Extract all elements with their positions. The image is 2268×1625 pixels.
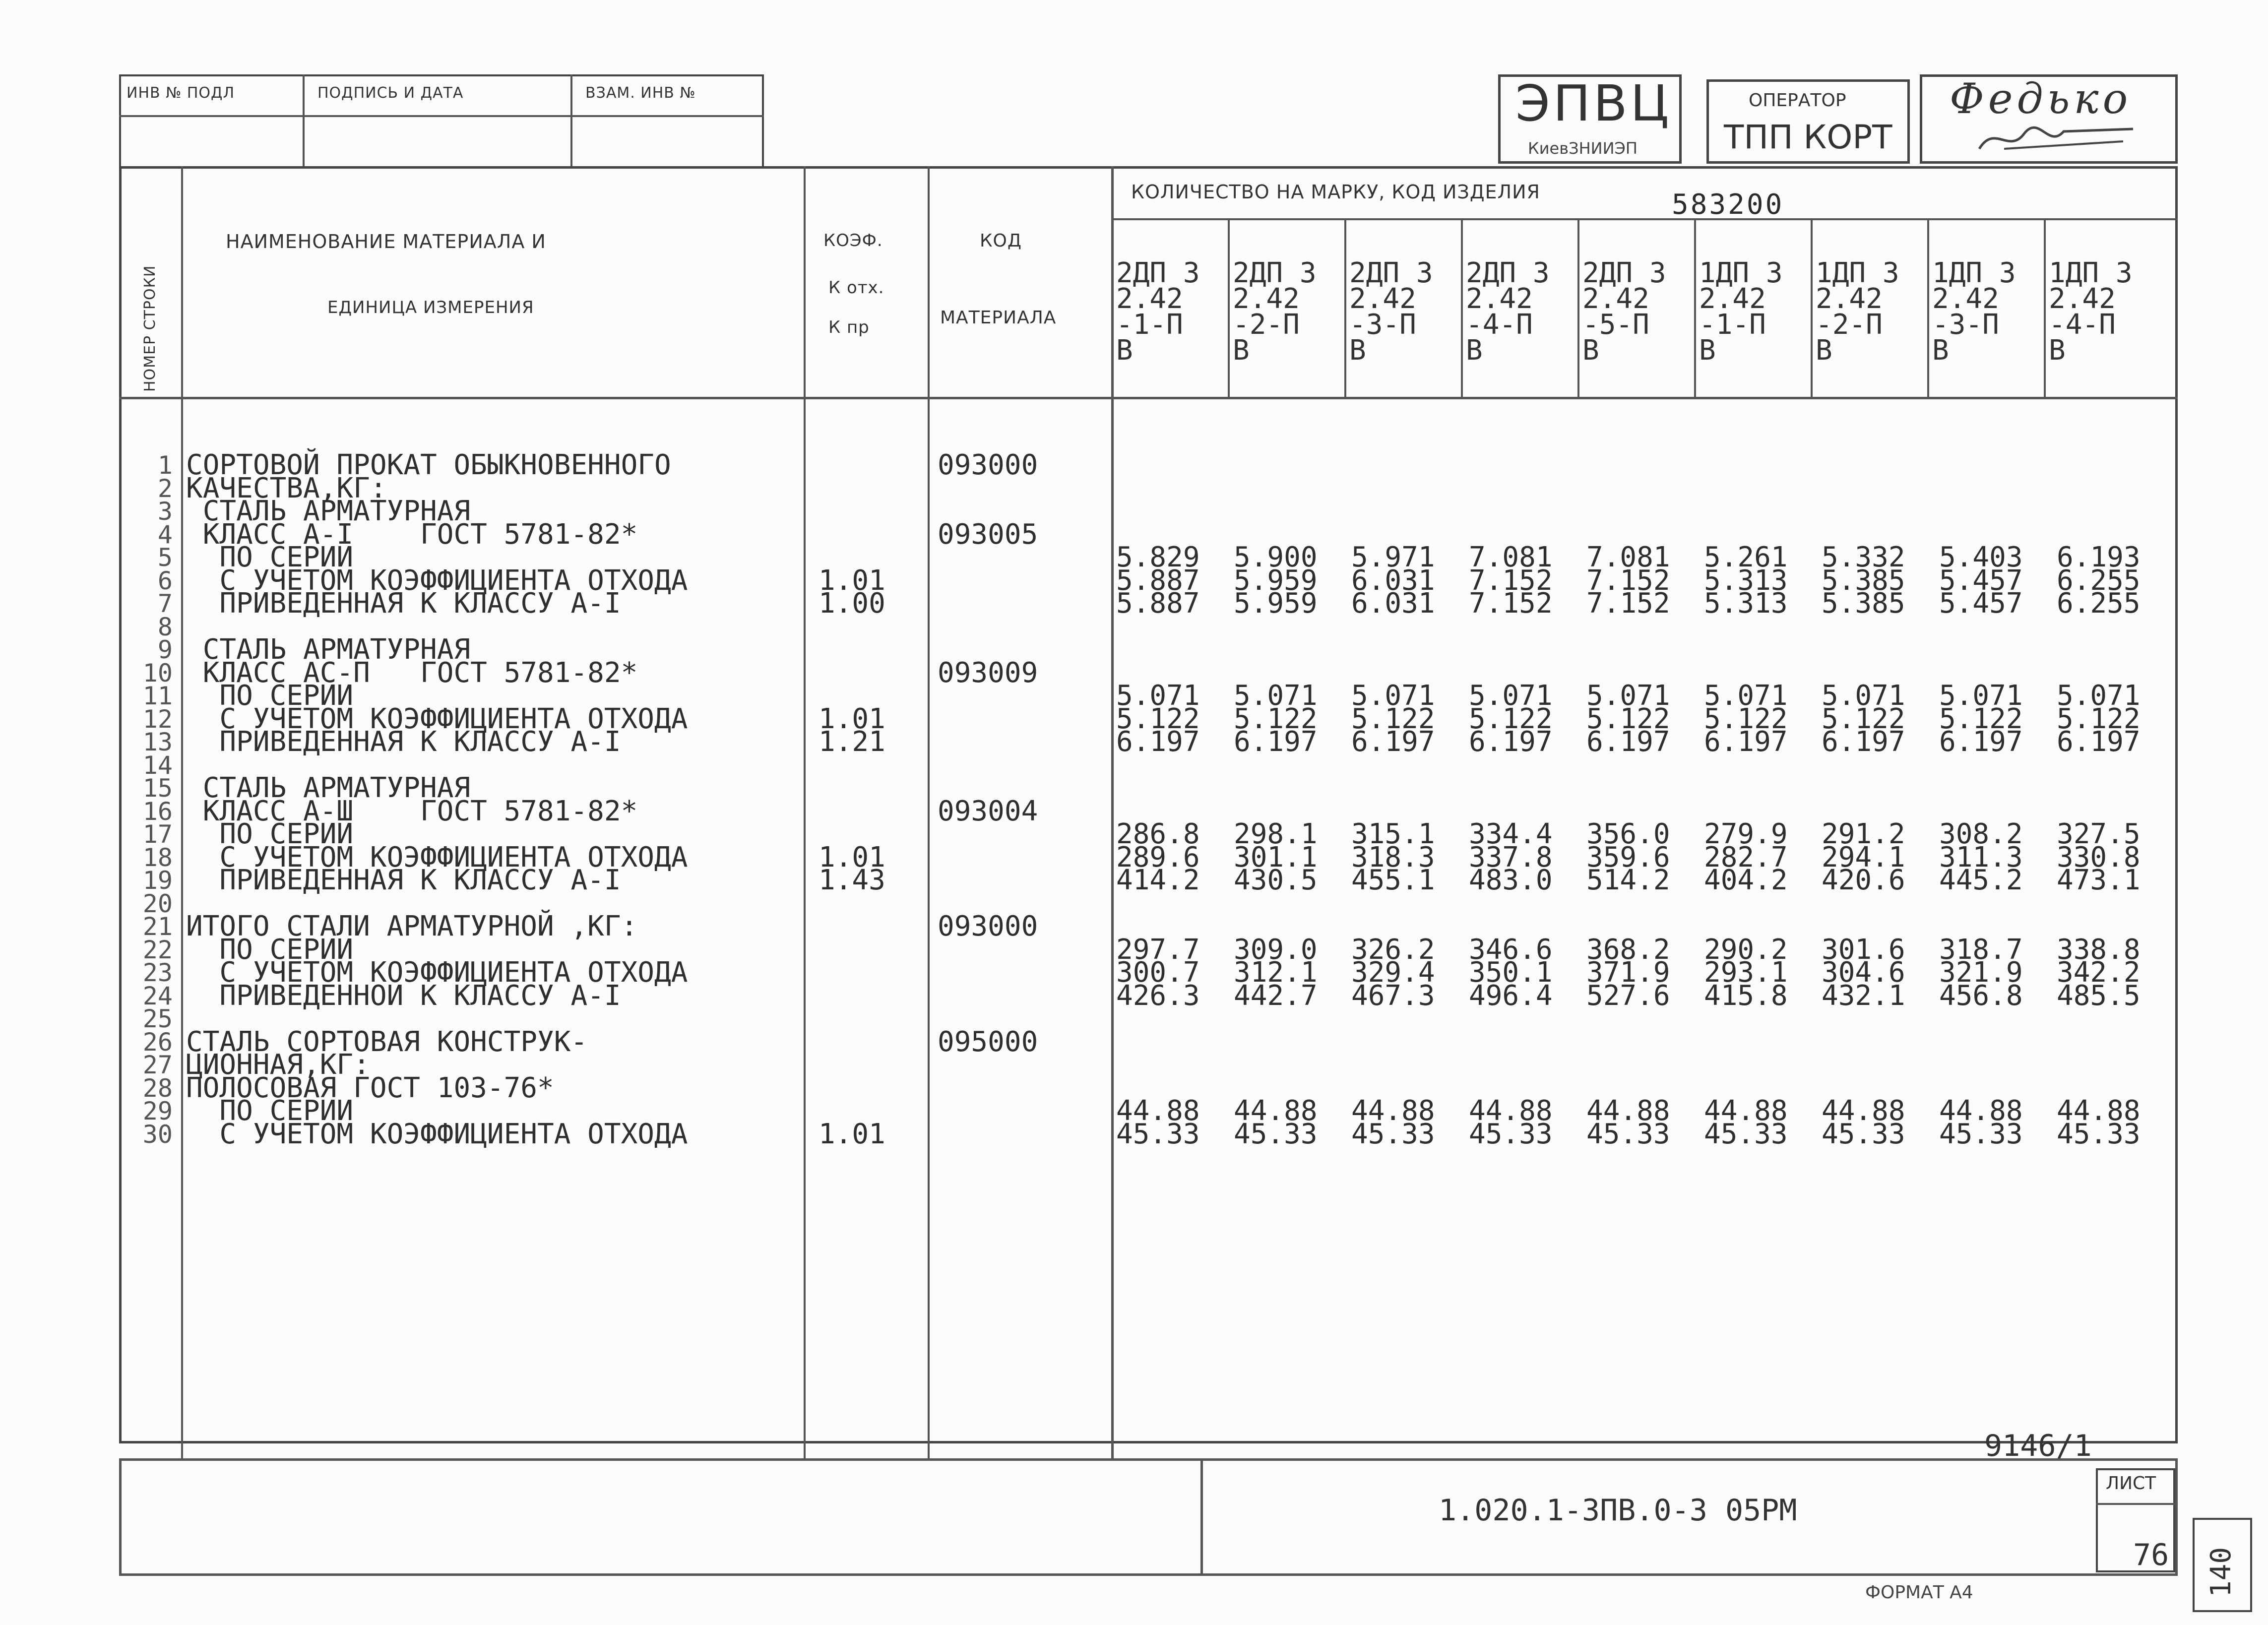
coef-header-1: КОЭФ. xyxy=(823,231,883,250)
row-number: 24 xyxy=(142,982,173,1010)
vzam-label: ВЗАМ. ИНВ № xyxy=(585,84,696,102)
org-sub: КиевЗНИИЭП xyxy=(1528,139,1638,158)
quantity-cell: 312.1 xyxy=(1234,956,1318,989)
product-column-header: 2.42 xyxy=(1699,283,1766,315)
material-name: КЛАСС А-I ГОСТ 5781-82* xyxy=(186,518,638,551)
product-column-header: В xyxy=(1116,334,1133,367)
quantity-cell: 45.33 xyxy=(2057,1118,2141,1150)
row-number: 16 xyxy=(142,797,173,826)
quantity-cell: 279.9 xyxy=(1704,818,1788,850)
quantity-cell: 420.6 xyxy=(1822,864,1905,896)
quantity-cell: 45.33 xyxy=(1939,1118,2023,1150)
quantity-cell: 5.071 xyxy=(1586,680,1670,712)
row-number: 25 xyxy=(142,1004,173,1033)
quantity-cell: 338.8 xyxy=(2057,934,2141,966)
quantity-cell: 6.197 xyxy=(1234,726,1318,758)
material-name: СТАЛЬ АРМАТУРНАЯ xyxy=(186,633,471,666)
quantity-cell: 5.071 xyxy=(1234,680,1318,712)
quantity-cell: 432.1 xyxy=(1822,980,1905,1012)
coefficient: 1.43 xyxy=(819,864,885,896)
material-name: ПРИВЕДЕННОЙ К КЛАССУ А-I xyxy=(186,980,621,1012)
product-column-header: В xyxy=(1932,334,1949,367)
quantity-cell: 356.0 xyxy=(1586,818,1670,850)
material-name: ПО СЕРИИ xyxy=(186,680,354,712)
row-number: 1 xyxy=(157,451,173,480)
material-name-header-2: ЕДИНИЦА ИЗМЕРЕНИЯ xyxy=(327,298,534,317)
row-number: 14 xyxy=(142,751,173,780)
material-name: ПРИВЕДЕННАЯ К КЛАССУ А-I xyxy=(186,726,621,758)
quantity-cell: 308.2 xyxy=(1939,818,2023,850)
material-code: 093009 xyxy=(938,657,1038,689)
quantity-cell: 6.031 xyxy=(1351,587,1435,620)
product-column-header: 2.42 xyxy=(1233,283,1300,315)
material-code: 095000 xyxy=(938,1026,1038,1058)
quantity-cell: 5.071 xyxy=(1116,680,1200,712)
product-column-header: В xyxy=(1699,334,1716,367)
material-name: СТАЛЬ АРМАТУРНАЯ xyxy=(186,772,471,804)
quantity-cell: 445.2 xyxy=(1939,864,2023,896)
material-name: ПРИВЕДЕННАЯ К КЛАССУ А-I xyxy=(186,864,621,896)
product-column-header: -2-П xyxy=(1233,309,1300,341)
material-name: КАЧЕСТВА,КГ: xyxy=(186,472,387,504)
quantity-cell: 5.403 xyxy=(1939,541,2023,573)
quantity-cell: 5.457 xyxy=(1939,564,2023,597)
product-column-header: -3-П xyxy=(1932,309,1999,341)
product-column-header: 2.42 xyxy=(2049,283,2116,315)
row-number: 10 xyxy=(142,659,173,688)
quantity-cell: 342.2 xyxy=(2057,956,2141,989)
product-column-header: 1ДП 3 xyxy=(1699,257,1783,289)
quantity-cell: 297.7 xyxy=(1116,934,1200,966)
quantity-cell: 44.88 xyxy=(1704,1095,1788,1127)
row-number: 11 xyxy=(142,682,173,710)
quantity-cell: 6.197 xyxy=(1351,726,1435,758)
product-column-header: 1ДП 3 xyxy=(1932,257,2016,289)
quantity-cell: 315.1 xyxy=(1351,818,1435,850)
row-number: 23 xyxy=(142,958,173,987)
quantity-cell: 291.2 xyxy=(1822,818,1905,850)
quantity-cell: 321.9 xyxy=(1939,956,2023,989)
quantity-cell: 5.071 xyxy=(1704,680,1788,712)
quantity-cell: 337.8 xyxy=(1469,841,1553,874)
quantity-cell: 7.081 xyxy=(1586,541,1670,573)
product-column-header: 2.42 xyxy=(1932,283,1999,315)
quantity-cell: 415.8 xyxy=(1704,980,1788,1012)
quantity-cell: 318.3 xyxy=(1351,841,1435,874)
product-column-header: 2.42 xyxy=(1582,283,1649,315)
row-number: 27 xyxy=(142,1051,173,1079)
signature-name: Федько xyxy=(1950,74,2132,123)
material-code: 093000 xyxy=(938,449,1038,481)
row-number: 4 xyxy=(157,520,173,549)
quantity-cell: 5.457 xyxy=(1939,587,2023,620)
material-name: КЛАСС А-Ш ГОСТ 5781-82* xyxy=(186,795,638,827)
quantity-cell: 300.7 xyxy=(1116,956,1200,989)
row-number: 8 xyxy=(157,613,173,641)
quantity-cell: 6.197 xyxy=(1469,726,1553,758)
product-column-header: В xyxy=(1466,334,1483,367)
quantity-cell: 485.5 xyxy=(2057,980,2141,1012)
product-column-header: -1-П xyxy=(1116,309,1183,341)
quantity-cell: 44.88 xyxy=(2057,1095,2141,1127)
coefficient: 1.01 xyxy=(819,841,885,874)
quantity-cell: 44.88 xyxy=(1116,1095,1200,1127)
quantity-cell: 527.6 xyxy=(1586,980,1670,1012)
product-column-header: 1ДП 3 xyxy=(2049,257,2133,289)
quantity-cell: 5.071 xyxy=(1351,680,1435,712)
quantity-cell: 311.3 xyxy=(1939,841,2023,874)
quantity-cell: 282.7 xyxy=(1704,841,1788,874)
row-number: 17 xyxy=(142,820,173,849)
quantity-cell: 5.900 xyxy=(1234,541,1318,573)
material-name: ЦИОННАЯ,КГ: xyxy=(186,1049,370,1081)
quantity-cell: 6.197 xyxy=(2057,726,2141,758)
quantity-cell: 6.197 xyxy=(1822,726,1905,758)
quantity-cell: 6.193 xyxy=(2057,541,2141,573)
doc-code: 1.020.1-3ПВ.0-3 05РМ xyxy=(1439,1493,1797,1528)
quantity-cell: 330.8 xyxy=(2057,841,2141,874)
material-name: КЛАСС АС-П ГОСТ 5781-82* xyxy=(186,657,638,689)
quantity-cell: 414.2 xyxy=(1116,864,1200,896)
material-name: С УЧЕТОМ КОЭФФИЦИЕНТА ОТХОДА xyxy=(186,841,688,874)
row-number: 13 xyxy=(142,728,173,756)
quantity-cell: 5.887 xyxy=(1116,564,1200,597)
quantity-cell: 5.385 xyxy=(1822,564,1905,597)
quantity-cell: 6.197 xyxy=(1586,726,1670,758)
org-name: ЭПВЦ xyxy=(1515,74,1672,132)
ref-number: 9146/1 xyxy=(1984,1429,2092,1463)
side-number: 140 xyxy=(2205,1547,2237,1597)
product-column-header: 2ДП 3 xyxy=(1116,257,1200,289)
quantity-cell: 346.6 xyxy=(1469,934,1553,966)
material-name: С УЧЕТОМ КОЭФФИЦИЕНТА ОТХОДА xyxy=(186,1118,688,1150)
row-number: 6 xyxy=(157,566,173,595)
coefficient: 1.01 xyxy=(819,1118,885,1150)
quantity-cell: 5.971 xyxy=(1351,541,1435,573)
product-column-header: В xyxy=(1233,334,1250,367)
coefficient: 1.00 xyxy=(819,587,885,620)
quantity-cell: 5.122 xyxy=(1234,703,1318,735)
coefficient: 1.01 xyxy=(819,564,885,597)
row-number: 2 xyxy=(157,474,173,503)
row-number: 7 xyxy=(157,589,173,618)
format-label: ФОРМАТ А4 xyxy=(1865,1582,1973,1603)
quantity-cell: 44.88 xyxy=(1939,1095,2023,1127)
quantity-cell: 44.88 xyxy=(1234,1095,1318,1127)
material-name: С УЧЕТОМ КОЭФФИЦИЕНТА ОТХОДА xyxy=(186,703,688,735)
row-number: 29 xyxy=(142,1097,173,1125)
line-no-header: НОМЕР СТРОКИ xyxy=(141,265,159,392)
quantity-cell: 5.122 xyxy=(1704,703,1788,735)
quantity-cell: 327.5 xyxy=(2057,818,2141,850)
quantity-cell: 45.33 xyxy=(1116,1118,1200,1150)
quantity-cell: 298.1 xyxy=(1234,818,1318,850)
material-code: 093004 xyxy=(938,795,1038,827)
quantity-cell: 5.332 xyxy=(1822,541,1905,573)
coefficient: 1.01 xyxy=(819,703,885,735)
quantity-cell: 7.081 xyxy=(1469,541,1553,573)
row-number: 18 xyxy=(142,843,173,872)
sheet-number: 76 xyxy=(2133,1538,2169,1572)
product-column-header: -3-П xyxy=(1349,309,1416,341)
material-name: ПО СЕРИИ xyxy=(186,818,354,850)
material-name: ПО СЕРИИ xyxy=(186,541,354,573)
podpis-label: ПОДПИСЬ И ДАТА xyxy=(317,84,464,102)
quantity-cell: 6.197 xyxy=(1704,726,1788,758)
quantity-cell: 6.197 xyxy=(1939,726,2023,758)
quantity-cell: 7.152 xyxy=(1586,564,1670,597)
quantity-cell: 6.255 xyxy=(2057,564,2141,597)
material-name: СТАЛЬ СОРТОВАЯ КОНСТРУК- xyxy=(186,1026,588,1058)
product-column-header: -4-П xyxy=(2049,309,2116,341)
quantity-cell: 6.197 xyxy=(1116,726,1200,758)
handwritten-signature xyxy=(1974,119,2138,159)
material-name: С УЧЕТОМ КОЭФФИЦИЕНТА ОТХОДА xyxy=(186,564,688,597)
quantity-cell: 5.122 xyxy=(1469,703,1553,735)
row-number: 12 xyxy=(142,705,173,734)
material-name: ПО СЕРИИ xyxy=(186,1095,354,1127)
product-column-header: В xyxy=(1349,334,1366,367)
product-column-header: В xyxy=(2049,334,2066,367)
material-name: ИТОГО СТАЛИ АРМАТУРНОЙ ,КГ: xyxy=(186,910,638,942)
quantity-cell: 5.261 xyxy=(1704,541,1788,573)
quantity-cell: 5.071 xyxy=(2057,680,2141,712)
quantity-cell: 45.33 xyxy=(1351,1118,1435,1150)
row-number: 22 xyxy=(142,936,173,964)
quantity-cell: 368.2 xyxy=(1586,934,1670,966)
product-column-header: -5-П xyxy=(1582,309,1649,341)
product-column-header: 2ДП 3 xyxy=(1349,257,1433,289)
row-number: 30 xyxy=(142,1120,173,1149)
inv-podl-label: ИНВ № ПОДЛ xyxy=(126,84,235,102)
quantity-cell: 5.959 xyxy=(1234,587,1318,620)
material-name: С УЧЕТОМ КОЭФФИЦИЕНТА ОТХОДА xyxy=(186,956,688,989)
product-column-header: В xyxy=(1582,334,1599,367)
row-number: 28 xyxy=(142,1074,173,1103)
material-name: ПРИВЕДЕННАЯ К КЛАССУ А-I xyxy=(186,587,621,620)
quantity-cell: 5.313 xyxy=(1704,587,1788,620)
quantity-cell: 5.829 xyxy=(1116,541,1200,573)
quantity-cell: 329.4 xyxy=(1351,956,1435,989)
quantity-cell: 44.88 xyxy=(1351,1095,1435,1127)
product-column-header: 2.42 xyxy=(1466,283,1533,315)
quantity-cell: 5.071 xyxy=(1469,680,1553,712)
quantity-cell: 304.6 xyxy=(1822,956,1905,989)
product-column-header: 2ДП 3 xyxy=(1466,257,1550,289)
product-column-header: 1ДП 3 xyxy=(1816,257,1899,289)
quantity-cell: 293.1 xyxy=(1704,956,1788,989)
qty-header: КОЛИЧЕСТВО НА МАРКУ, КОД ИЗДЕЛИЯ xyxy=(1131,181,1540,203)
quantity-cell: 404.2 xyxy=(1704,864,1788,896)
material-code: 093000 xyxy=(938,910,1038,942)
coef-header-2: К отх. xyxy=(828,278,884,298)
quantity-cell: 290.2 xyxy=(1704,934,1788,966)
product-column-header: 2ДП 3 xyxy=(1233,257,1317,289)
material-name: ПО СЕРИИ xyxy=(186,934,354,966)
row-number: 19 xyxy=(142,866,173,895)
row-number: 20 xyxy=(142,889,173,918)
quantity-cell: 430.5 xyxy=(1234,864,1318,896)
quantity-cell: 483.0 xyxy=(1469,864,1553,896)
quantity-cell: 286.8 xyxy=(1116,818,1200,850)
quantity-cell: 289.6 xyxy=(1116,841,1200,874)
code-header-2: МАТЕРИАЛА xyxy=(940,308,1057,328)
quantity-cell: 5.385 xyxy=(1822,587,1905,620)
operator-label: ОПЕРАТОР xyxy=(1749,90,1846,111)
product-column-header: В xyxy=(1816,334,1832,367)
quantity-cell: 473.1 xyxy=(2057,864,2141,896)
quantity-cell: 5.122 xyxy=(1351,703,1435,735)
quantity-cell: 45.33 xyxy=(1586,1118,1670,1150)
quantity-cell: 7.152 xyxy=(1469,564,1553,597)
row-number: 9 xyxy=(157,635,173,664)
quantity-cell: 7.152 xyxy=(1586,587,1670,620)
quantity-cell: 371.9 xyxy=(1586,956,1670,989)
quantity-cell: 456.8 xyxy=(1939,980,2023,1012)
quantity-cell: 455.1 xyxy=(1351,864,1435,896)
product-column-header: 2ДП 3 xyxy=(1582,257,1666,289)
quantity-cell: 5.071 xyxy=(1939,680,2023,712)
coefficient: 1.21 xyxy=(819,726,885,758)
quantity-cell: 301.1 xyxy=(1234,841,1318,874)
quantity-cell: 294.1 xyxy=(1822,841,1905,874)
quantity-cell: 5.122 xyxy=(1939,703,2023,735)
quantity-cell: 514.2 xyxy=(1586,864,1670,896)
product-column-header: 2.42 xyxy=(1116,283,1183,315)
quantity-cell: 5.313 xyxy=(1704,564,1788,597)
quantity-cell: 467.3 xyxy=(1351,980,1435,1012)
quantity-cell: 44.88 xyxy=(1822,1095,1905,1127)
product-code: 583200 xyxy=(1672,188,1784,221)
row-number: 15 xyxy=(142,774,173,803)
product-column-header: 2.42 xyxy=(1816,283,1883,315)
quantity-cell: 5.887 xyxy=(1116,587,1200,620)
operator-value: ТПП КОРТ xyxy=(1724,118,1892,156)
quantity-cell: 496.4 xyxy=(1469,980,1553,1012)
quantity-cell: 45.33 xyxy=(1469,1118,1553,1150)
quantity-cell: 5.122 xyxy=(1822,703,1905,735)
quantity-cell: 359.6 xyxy=(1586,841,1670,874)
quantity-cell: 45.33 xyxy=(1234,1118,1318,1150)
product-column-header: -1-П xyxy=(1699,309,1766,341)
quantity-cell: 426.3 xyxy=(1116,980,1200,1012)
row-number: 5 xyxy=(157,543,173,572)
quantity-cell: 7.152 xyxy=(1469,587,1553,620)
material-name: ПОЛОСОВАЯ ГОСТ 103-76* xyxy=(186,1072,554,1104)
material-name-header-1: НАИМЕНОВАНИЕ МАТЕРИАЛА И xyxy=(226,231,546,252)
quantity-cell: 326.2 xyxy=(1351,934,1435,966)
quantity-cell: 5.122 xyxy=(2057,703,2141,735)
quantity-cell: 301.6 xyxy=(1822,934,1905,966)
coef-header-3: К пр xyxy=(828,317,870,337)
quantity-cell: 44.88 xyxy=(1586,1095,1670,1127)
row-number: 26 xyxy=(142,1028,173,1057)
product-column-header: -2-П xyxy=(1816,309,1883,341)
quantity-cell: 350.1 xyxy=(1469,956,1553,989)
row-number: 21 xyxy=(142,912,173,941)
quantity-cell: 45.33 xyxy=(1822,1118,1905,1150)
quantity-cell: 5.122 xyxy=(1116,703,1200,735)
quantity-cell: 6.255 xyxy=(2057,587,2141,620)
row-number: 3 xyxy=(157,497,173,526)
quantity-cell: 5.959 xyxy=(1234,564,1318,597)
code-header-1: КОД xyxy=(980,231,1022,251)
quantity-cell: 45.33 xyxy=(1704,1118,1788,1150)
quantity-cell: 442.7 xyxy=(1234,980,1318,1012)
quantity-cell: 6.031 xyxy=(1351,564,1435,597)
quantity-cell: 5.071 xyxy=(1822,680,1905,712)
sheet-label: ЛИСТ xyxy=(2106,1473,2156,1494)
quantity-cell: 309.0 xyxy=(1234,934,1318,966)
material-code: 093005 xyxy=(938,518,1038,551)
product-column-header: -4-П xyxy=(1466,309,1533,341)
material-name: СОРТОВОЙ ПРОКАТ ОБЫКНОВЕННОГО xyxy=(186,449,671,481)
quantity-cell: 334.4 xyxy=(1469,818,1553,850)
product-column-header: 2.42 xyxy=(1349,283,1416,315)
material-name: СТАЛЬ АРМАТУРНАЯ xyxy=(186,495,471,527)
quantity-cell: 44.88 xyxy=(1469,1095,1553,1127)
quantity-cell: 5.122 xyxy=(1586,703,1670,735)
quantity-cell: 318.7 xyxy=(1939,934,2023,966)
